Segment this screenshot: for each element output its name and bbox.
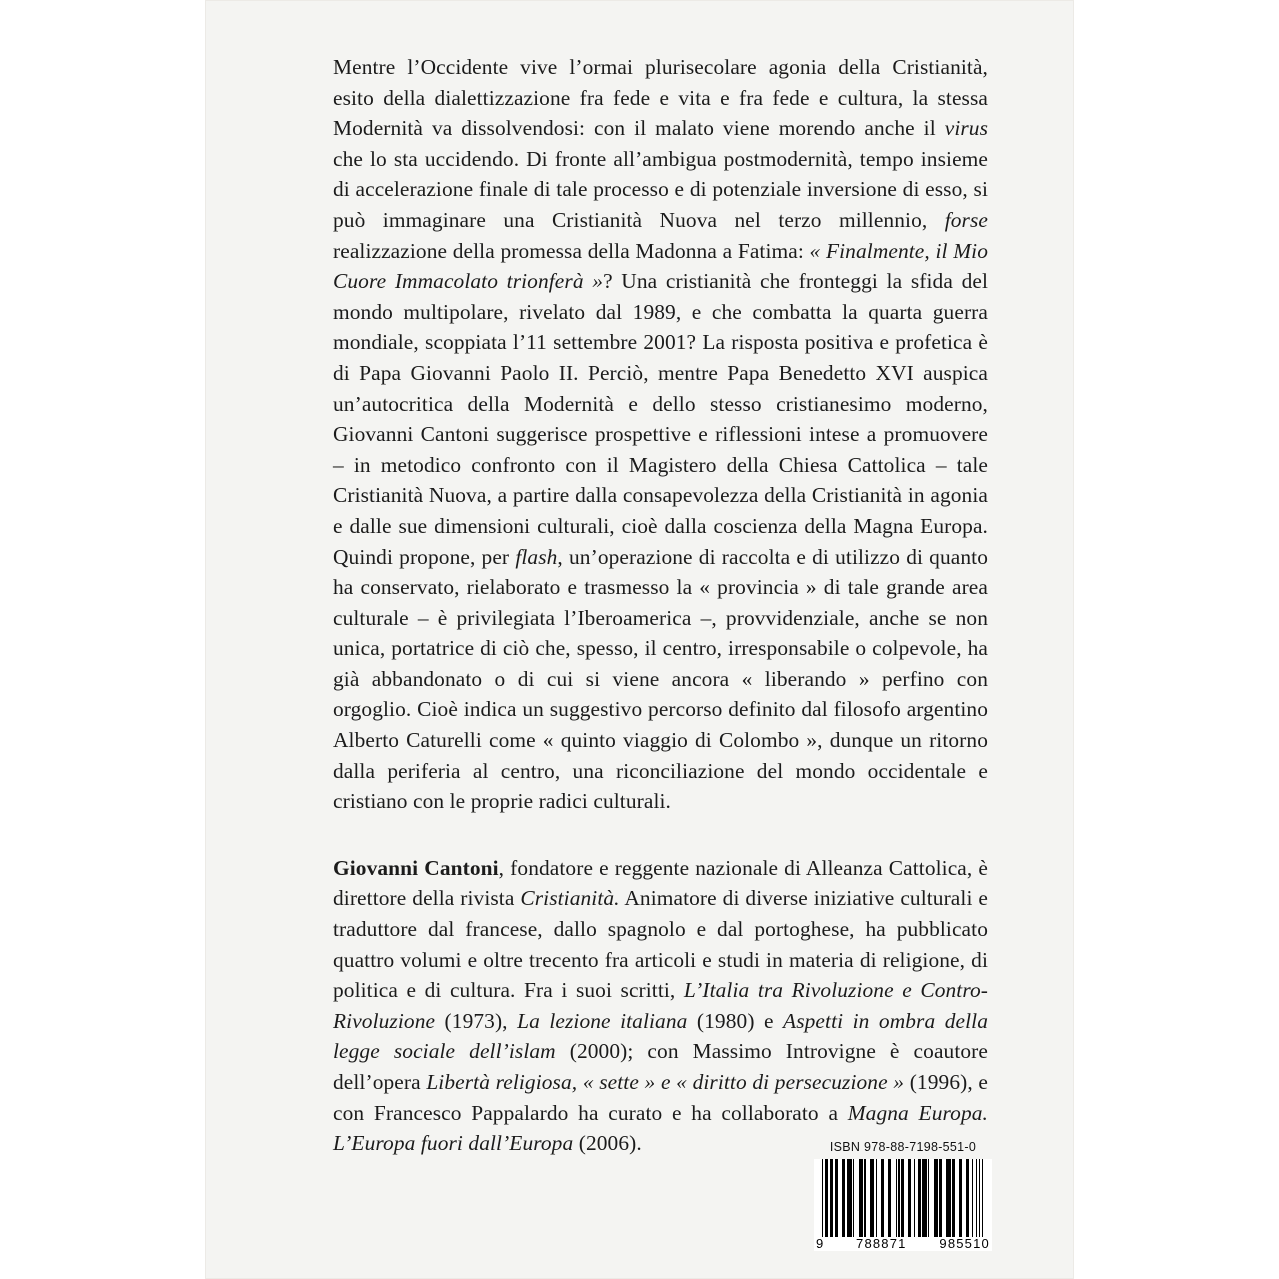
isbn-label: ISBN 978-88-7198-551-0 <box>829 1140 977 1154</box>
barcode-digits <box>814 1235 992 1251</box>
barcode-digits-right: 985510 <box>939 1236 990 1251</box>
barcode-bars <box>822 1159 984 1237</box>
barcode-image <box>814 1159 992 1251</box>
barcode-digit-lead: 9 <box>816 1236 824 1251</box>
cover-content <box>205 0 1074 1279</box>
book-back-cover <box>205 0 1074 1279</box>
blurb-paragraph: Mentre l’Occidente vive l’ormai plurisecolare agonia della Cristianità, esito della dialettizzazione fra fede e vita e fra fede e cultura, la stessa Modernità va dissolvendosi: con il malato viene morendo anche il virus che lo sta uccidendo. Di fronte all’ambigua postmodernità, tempo insieme di accelerazione finale di tale processo e di potenziale inversione di esso, si può immaginare una Cristianità Nuova nel terzo millennio, forse realizzazione della promessa della Madonna a Fatima: « Finalmente, il Mio Cuore Immacolato trionferà »? Una cristianità che fronteggi la sfida del mondo multipolare, rivelato dal 1989, e che combatta la quarta guerra mondiale, scoppiata l’11 settembre 2001? La risposta positiva e profetica è di Papa Giovanni Paolo II. Perciò, mentre Papa Benedetto XVI auspica un’autocritica della Modernità e dello stesso cristianesimo moderno, Giovanni Cantoni suggerisce prospettive e riflessioni intese a promuovere – in metodico confronto con il Magistero della Chiesa Cattolica – tale Cristianità Nuova, a partire dalla consapevolezza della Cristianità in agonia e dalle sue dimensioni culturali, cioè dalla coscienza della Magna Europa. Quindi propone, per flash, un’operazione di raccolta e di utilizzo di quanto ha conservato, rielaborato e trasmesso la « provincia » di tale grande area culturale – è privilegiata l’Iberoamerica –, provvidenziale, anche se non unica, portatrice di ciò che, spesso, il centro, irresponsabile o colpevole, ha già abbandonato o di cui si viene ancora « liberando » perfino con orgoglio. Cioè indica un suggestivo percorso definito dal filosofo argentino Alberto Caturelli come « quinto viaggio di Colombo », dunque un ritorno dalla periferia al centro, una riconciliazione del mondo occidentale e cristiano con le proprie radici culturali. <box>333 55 989 814</box>
author-bio-paragraph: Giovanni Cantoni, fondatore e reggente nazionale di Alleanza Cattolica, è direttore della rivista Cristianità. Animatore di diverse iniziative culturali e traduttore dal francese, dallo spagnolo e dal portoghese, ha pubblicato quattro volumi e oltre trecento fra articoli e studi in materia di religione, di politica e di cultura. Fra i suoi scritti, L’Italia tra Rivoluzione e Contro-Rivoluzione (1973), La lezione italiana (1980) e Aspetti in ombra della legge sociale dell’islam (2000); con Massimo Introvigne è coautore dell’opera Libertà religiosa, « sette » e « diritto di persecuzione » (1996), e con Francesco Pappalardo ha curato e ha collaborato a Magna Europa. L’Europa fuori dall’Europa (2006). <box>333 855 989 1156</box>
isbn-barcode-block <box>814 1140 992 1251</box>
barcode-digits-left: 788871 <box>856 1236 907 1251</box>
